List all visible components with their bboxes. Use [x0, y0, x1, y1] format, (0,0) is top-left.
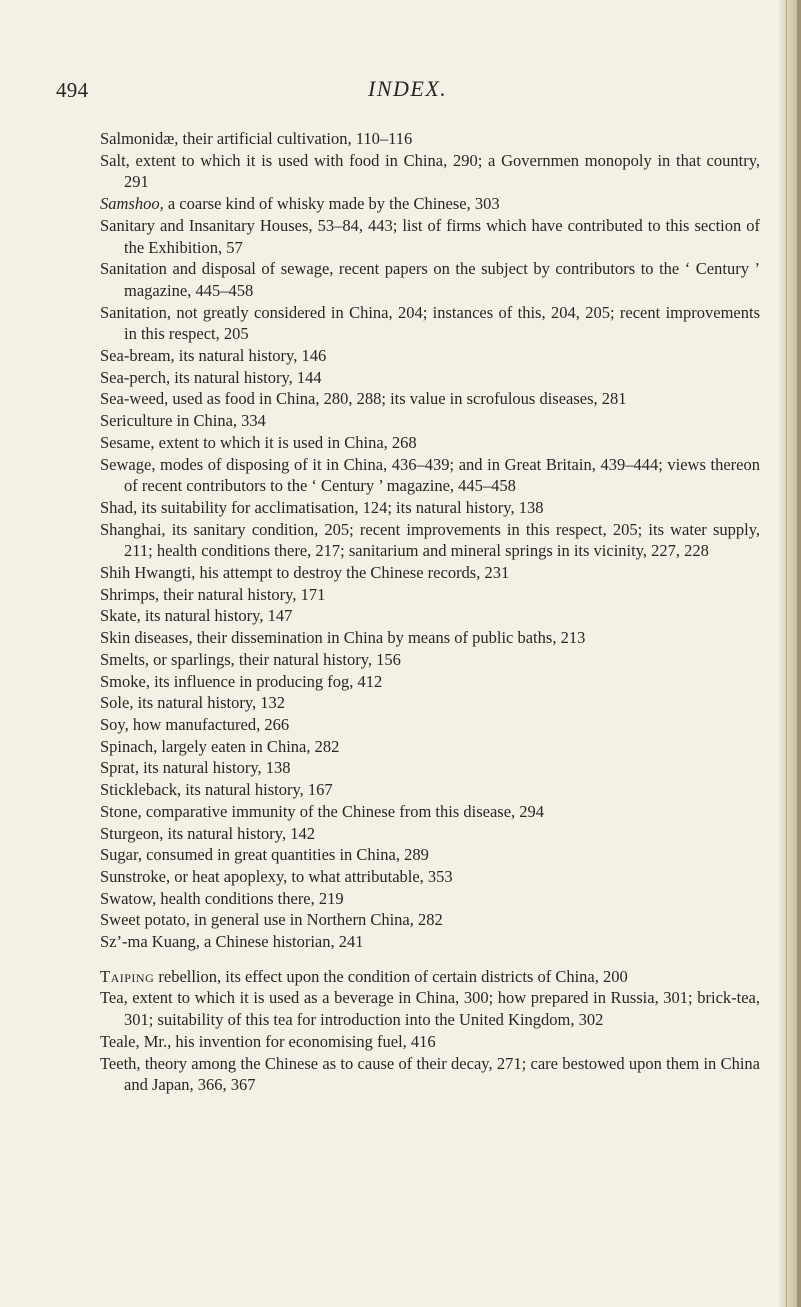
index-entry: Sea-perch, its natural history, 144 [100, 367, 322, 387]
index-entry: Stickleback, its natural history, 167 [100, 780, 333, 800]
page-edge-dark [797, 0, 801, 1307]
index-entry: Sz’-ma Kuang, a Chinese historian, 241 [100, 932, 364, 952]
index-entry: Tea, extent to which it is used as a beverage in China, 300; how prepared in Russia, 301; brick-tea, 301; suitability of this tea for introduction into the United Kingdom, 302 [100, 988, 760, 1030]
index-entry: Sweet potato, in general use in Northern China, 282 [100, 910, 443, 930]
index-entry: Sanitation, not greatly considered in China, 204; instances of this, 204, 205; recent improvements in this respect, 205 [100, 302, 760, 344]
index-entry: Salmonidæ, their artificial cultivation, 110–116 [100, 129, 413, 148]
index-entry: Sesame, extent to which it is used in China, 268 [100, 432, 417, 452]
running-head: INDEX. [368, 76, 448, 101]
page-number: 494 [56, 78, 89, 102]
page-header [0, 78, 801, 108]
index-entry: Teeth, theory among the Chinese as to cause of their decay, 271; care bestowed upon them in China and Japan, 366, 367 [100, 1053, 760, 1095]
letter-section-gap [100, 953, 760, 966]
index-term-italic: Samshoo, [100, 194, 164, 214]
index-entry: Spinach, largely eaten in China, 282 [100, 736, 340, 756]
index-entry: Shih Hwangti, his attempt to destroy the Chinese records, 231 [100, 563, 510, 583]
index-entry: Sericulture in China, 334 [100, 411, 266, 431]
index-entry: Teale, Mr., his invention for economising fuel, 416 [100, 1031, 436, 1051]
index-entry: Sewage, modes of disposing of it in China, 436–439; and in Great Britain, 439–444; views thereon of recent contributors to the ‘ Century ’ magazine, 445–458 [100, 454, 760, 496]
index-entry: Soy, how manufactured, 266 [100, 714, 290, 734]
index-entry-rest: a coarse kind of whisky made by the Chinese, 303 [163, 194, 500, 214]
index-entry: Skate, its natural history, 147 [100, 606, 293, 626]
index-term-smallcaps: Taiping [100, 966, 155, 986]
index-entries [100, 128, 760, 1096]
index-entry: Sugar, consumed in great quantities in China, 289 [100, 845, 429, 865]
index-entry [100, 193, 760, 215]
index-entry: Salt, extent to which it is used with food in China, 290; a Governmen monopoly in that country, 291 [100, 150, 760, 192]
index-entry: Smoke, its influence in producing fog, 412 [100, 671, 383, 691]
index-entry: Sanitary and Insanitary Houses, 53–84, 443; list of firms which have contributed to this section of the Exhibition, 57 [100, 215, 760, 257]
index-entry: Stone, comparative immunity of the Chinese from this disease, 294 [100, 801, 545, 821]
index-entry: Sea-bream, its natural history, 146 [100, 346, 327, 366]
index-entry-rest: rebellion, its effect upon the condition of certain districts of China, 200 [154, 966, 628, 986]
index-entry: Sunstroke, or heat apoplexy, to what attributable, 353 [100, 866, 453, 886]
index-entry [100, 966, 760, 988]
index-entry: Sprat, its natural history, 138 [100, 758, 291, 778]
index-entry: Smelts, or sparlings, their natural history, 156 [100, 649, 401, 669]
page-edge-line [786, 0, 787, 1307]
index-entry: Sturgeon, its natural history, 142 [100, 823, 315, 843]
index-entry: Swatow, health conditions there, 219 [100, 888, 344, 908]
index-entry: Sole, its natural history, 132 [100, 693, 285, 713]
index-entry: Shad, its suitability for acclimatisation, 124; its natural history, 138 [100, 497, 544, 517]
index-entry: Sanitation and disposal of sewage, recent papers on the subject by contributors to the ‘ Century ’ magazine, 445–458 [100, 259, 760, 300]
index-entry: Shanghai, its sanitary condition, 205; recent improvements in this respect, 205; its water supply, 211; health conditions there, 217; sanitarium and mineral springs in its vicinity, 227, 228 [100, 519, 760, 561]
index-entry: Sea-weed, used as food in China, 280, 288; its value in scrofulous diseases, 281 [100, 389, 627, 409]
index-entry: Skin diseases, their dissemination in China by means of public baths, 213 [100, 628, 586, 648]
index-entry: Shrimps, their natural history, 171 [100, 584, 326, 604]
